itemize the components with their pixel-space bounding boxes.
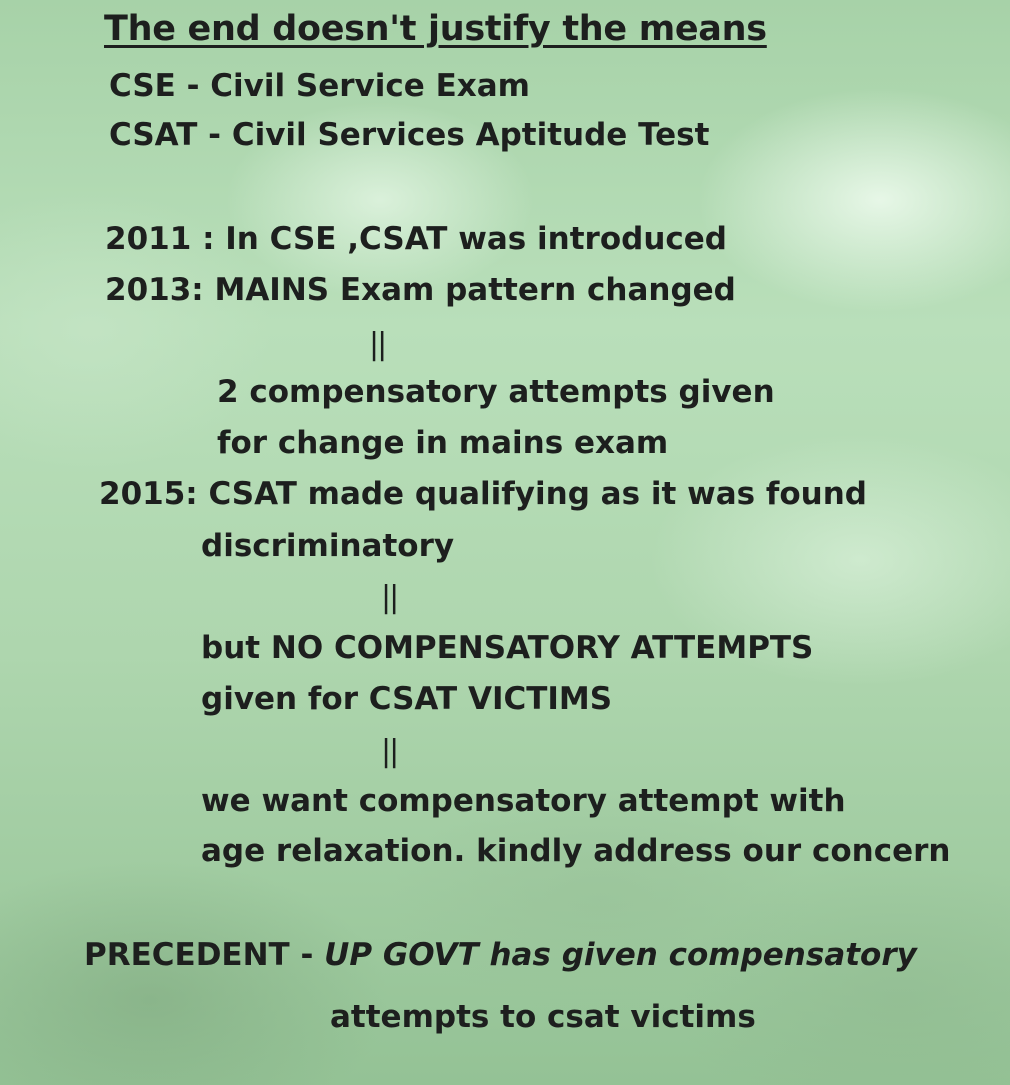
demand-line-2: age relaxation. kindly address our concern: [201, 833, 951, 869]
timeline-2015: 2015: CSAT made qualifying as it was found: [99, 476, 867, 512]
timeline-2015-cont: discriminatory: [201, 528, 455, 564]
precedent-continuation: attempts to csat victims: [330, 999, 756, 1035]
precedent-line: [84, 937, 917, 973]
timeline-2013: 2013: MAINS Exam pattern changed: [105, 272, 736, 308]
demand-line-1: we want compensatory attempt with: [201, 783, 846, 819]
separator-2: ||: [381, 580, 398, 615]
page-title: The end doesn't justify the means: [104, 9, 767, 49]
timeline-2015-detail-2: given for CSAT VICTIMS: [201, 681, 613, 717]
timeline-2011: 2011 : In CSE ,CSAT was introduced: [105, 221, 727, 257]
timeline-2013-detail-2: for change in mains exam: [217, 425, 669, 461]
separator-3: ||: [381, 734, 398, 769]
separator-1: ||: [369, 327, 386, 362]
definition-cse: CSE - Civil Service Exam: [109, 68, 530, 104]
precedent-label: PRECEDENT -: [84, 937, 325, 973]
timeline-2013-detail-1: 2 compensatory attempts given: [217, 374, 775, 410]
timeline-2015-detail-1: but NO COMPENSATORY ATTEMPTS: [201, 630, 814, 666]
precedent-statement: UP GOVT has given compensatory: [324, 937, 917, 973]
definition-csat: CSAT - Civil Services Aptitude Test: [109, 117, 710, 153]
